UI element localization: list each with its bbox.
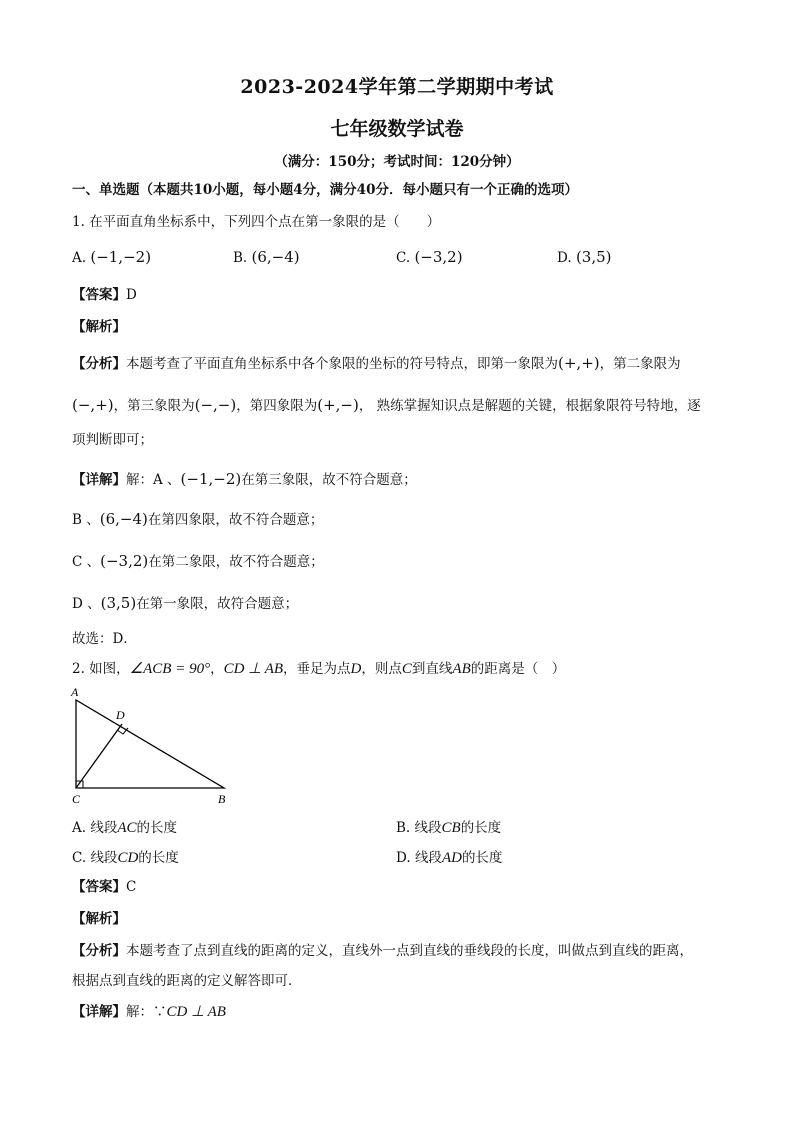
q1-detail-b: B 、(6,−4)在第四象限，故不符合题意； xyxy=(72,510,324,528)
label-d: D xyxy=(116,708,125,722)
q2-analysis-line2: 根据点到直线的距离的定义解答即可． xyxy=(72,973,302,989)
q1-detail-a: 【详解】解：A 、(−1,−2)在第三象限，故不符合题意； xyxy=(72,470,417,488)
exam-title: 2023-2024学年第二学期期中考试 xyxy=(240,76,554,98)
q2-option-d: D. 线段AD的长度 xyxy=(396,850,503,866)
q1-analysis-line2: (−,+)，第三象限为(−,−)，第四象限为(+,−)， 熟练掌握知识点是解题的关键，根据象限符号特地，逐 xyxy=(72,396,701,414)
label-a: A xyxy=(71,685,79,699)
q1-analysis-tag: 【解析】 xyxy=(72,319,126,335)
q1-answer: 【答案】D xyxy=(72,287,137,303)
q2-answer: 【答案】C xyxy=(72,879,137,895)
q1-stem: 1. 在平面直角坐标系中，下列四个点在第一象限的是（ ） xyxy=(72,214,441,230)
q2-analysis-line1: 【分析】本题考查了点到直线的距离的定义，直线外一点到直线的垂线段的长度，叫做点到直线的距离， xyxy=(72,943,693,959)
exam-subject-title: 七年级数学试卷 xyxy=(330,118,464,140)
q1-option-a: A. (−1,−2) xyxy=(72,248,152,266)
label-c: C xyxy=(72,792,81,806)
q2-option-b: B. 线段CB的长度 xyxy=(396,820,502,836)
triangle-figure xyxy=(66,684,236,808)
q2-analysis-tag: 【解析】 xyxy=(72,911,126,927)
triangle-acb xyxy=(76,700,224,788)
q1-detail-d: D 、(3,5)在第一象限，故符合题意； xyxy=(72,594,299,612)
q2-option-c: C. 线段CD的长度 xyxy=(72,850,179,866)
label-b: B xyxy=(218,792,226,806)
q1-analysis-line3: 项判断即可； xyxy=(72,432,153,448)
q2-detail: 【详解】解：∵CD ⊥ AB xyxy=(72,1004,226,1020)
q1-option-c: C. (−3,2) xyxy=(396,248,463,266)
score-info: （满分：150分；考试时间：120分钟） xyxy=(274,154,520,170)
q1-choose: 故选：D． xyxy=(72,631,137,647)
q1-option-b: B. (6,−4) xyxy=(233,248,300,266)
q2-option-a: A. 线段AC的长度 xyxy=(72,820,178,836)
q1-analysis-line1: 【分析】本题考查了平面直角坐标系中各个象限的坐标的符号特点，即第一象限为(+,+)，第二象限为 xyxy=(72,354,681,372)
q1-detail-c: C 、(−3,2)在第二象限，故不符合题意； xyxy=(72,552,324,570)
q2-stem: 2. 如图，∠ACB = 90°，CD ⊥ AB，垂足为点D，则点C到直线AB的距离是（ ） xyxy=(72,661,566,677)
q1-option-d: D. (3,5) xyxy=(557,248,612,266)
segment-cd xyxy=(76,724,122,788)
section-heading: 一、单选题（本题共10小题，每小题4分，满分40分．每小题只有一个正确的选项） xyxy=(72,182,578,198)
